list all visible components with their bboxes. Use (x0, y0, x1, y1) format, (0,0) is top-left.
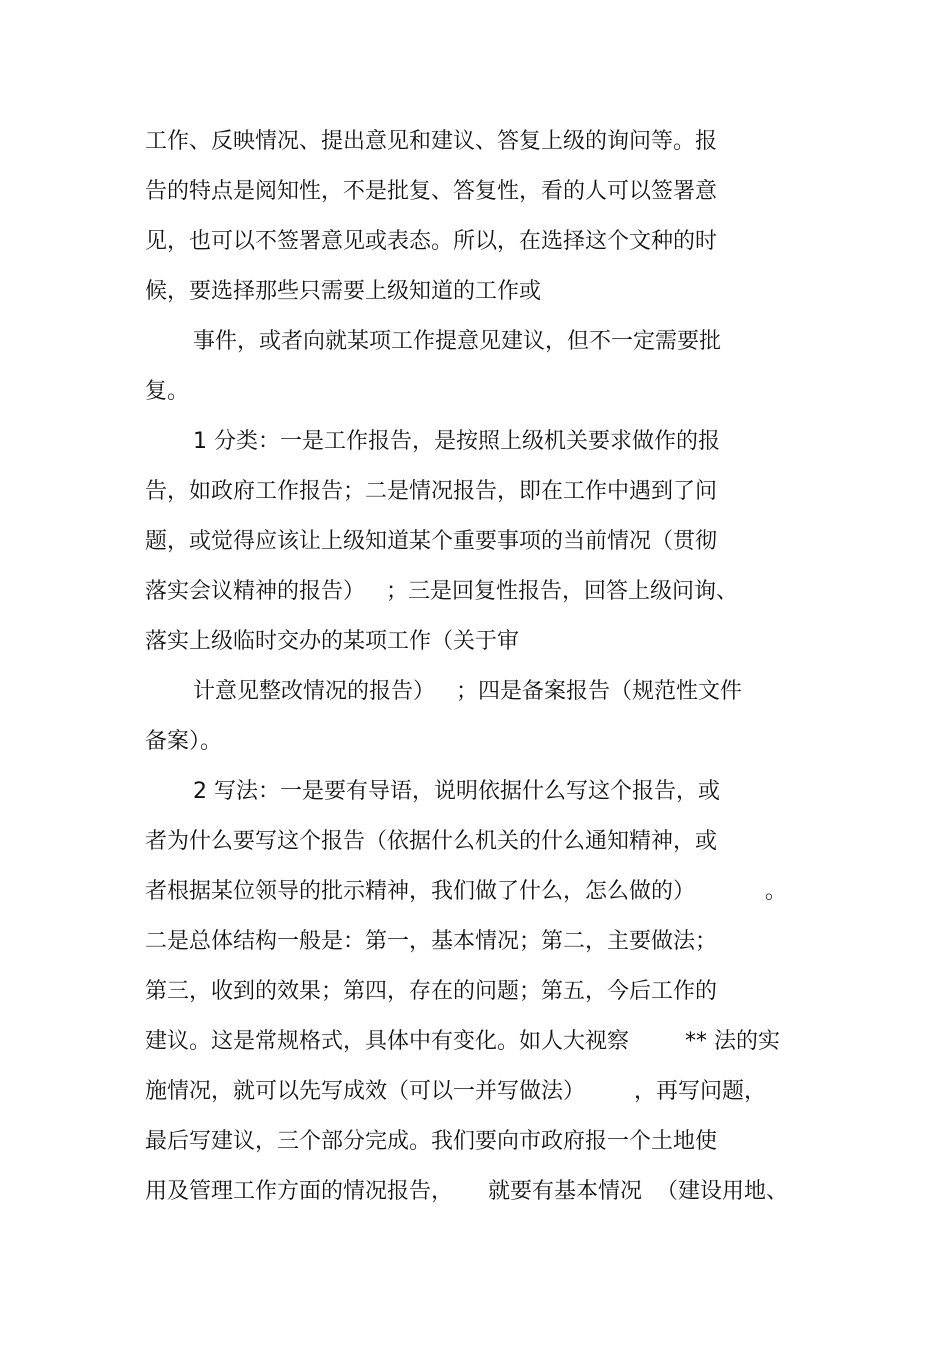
text-line: 者根据某位领导的批示精神，我们做了什么，怎么做的） 。 (145, 879, 787, 904)
text-line: 落实会议精神的报告） ；三是回复性报告，回答上级问询、 (145, 579, 738, 604)
paragraph-start-line: 事件，或者向就某项工作提意见建议，但不一定需要批 (193, 329, 722, 354)
text-line: 告，如政府工作报告；二是情况报告，即在工作中遇到了问 (145, 479, 718, 504)
text-line: 工作、反映情况、提出意见和建议、答复上级的询问等。报 (145, 129, 718, 154)
text-line: 建议。这是常规格式，具体中有变化。如人大视察 ** 法的实 (145, 1029, 780, 1054)
text-line: 第三，收到的效果；第四，存在的问题；第五，今后工作的 (145, 979, 718, 1004)
text-line: 见，也可以不签署意见或表态。所以，在选择这个文种的时 (145, 229, 718, 254)
paragraph-start-line: 计意见整改情况的报告） ；四是备案报告（规范性文件 (193, 679, 742, 704)
text-line: 者为什么要写这个报告（依据什么机关的什么通知精神，或 (145, 829, 718, 854)
text-line: 告的特点是阅知性，不是批复、答复性，看的人可以签署意 (145, 179, 718, 204)
text-line: 用及管理工作方面的情况报告， 就要有基本情况 （建设用地、 (145, 1179, 788, 1204)
paragraph-start-line: 1 分类：一是工作报告，是按照上级机关要求做作的报 (193, 429, 720, 454)
text-line: 复。 (145, 379, 190, 404)
text-line: 落实上级临时交办的某项工作（关于审 (145, 629, 520, 654)
text-line: 施情况，就可以先写成效（可以一并写做法） ，再写问题， (145, 1079, 766, 1104)
text-line: 备案）。 (145, 729, 223, 754)
text-line: 候，要选择那些只需要上级知道的工作或 (145, 279, 542, 304)
paragraph-start-line: 2 写法：一是要有导语，说明依据什么写这个报告，或 (193, 779, 720, 804)
text-line: 最后写建议，三个部分完成。我们要向市政府报一个土地使 (145, 1129, 718, 1154)
text-line: 题，或觉得应该让上级知道某个重要事项的当前情况（贯彻 (145, 529, 718, 554)
text-line: 二是总体结构一般是：第一，基本情况；第二，主要做法； (145, 929, 718, 954)
